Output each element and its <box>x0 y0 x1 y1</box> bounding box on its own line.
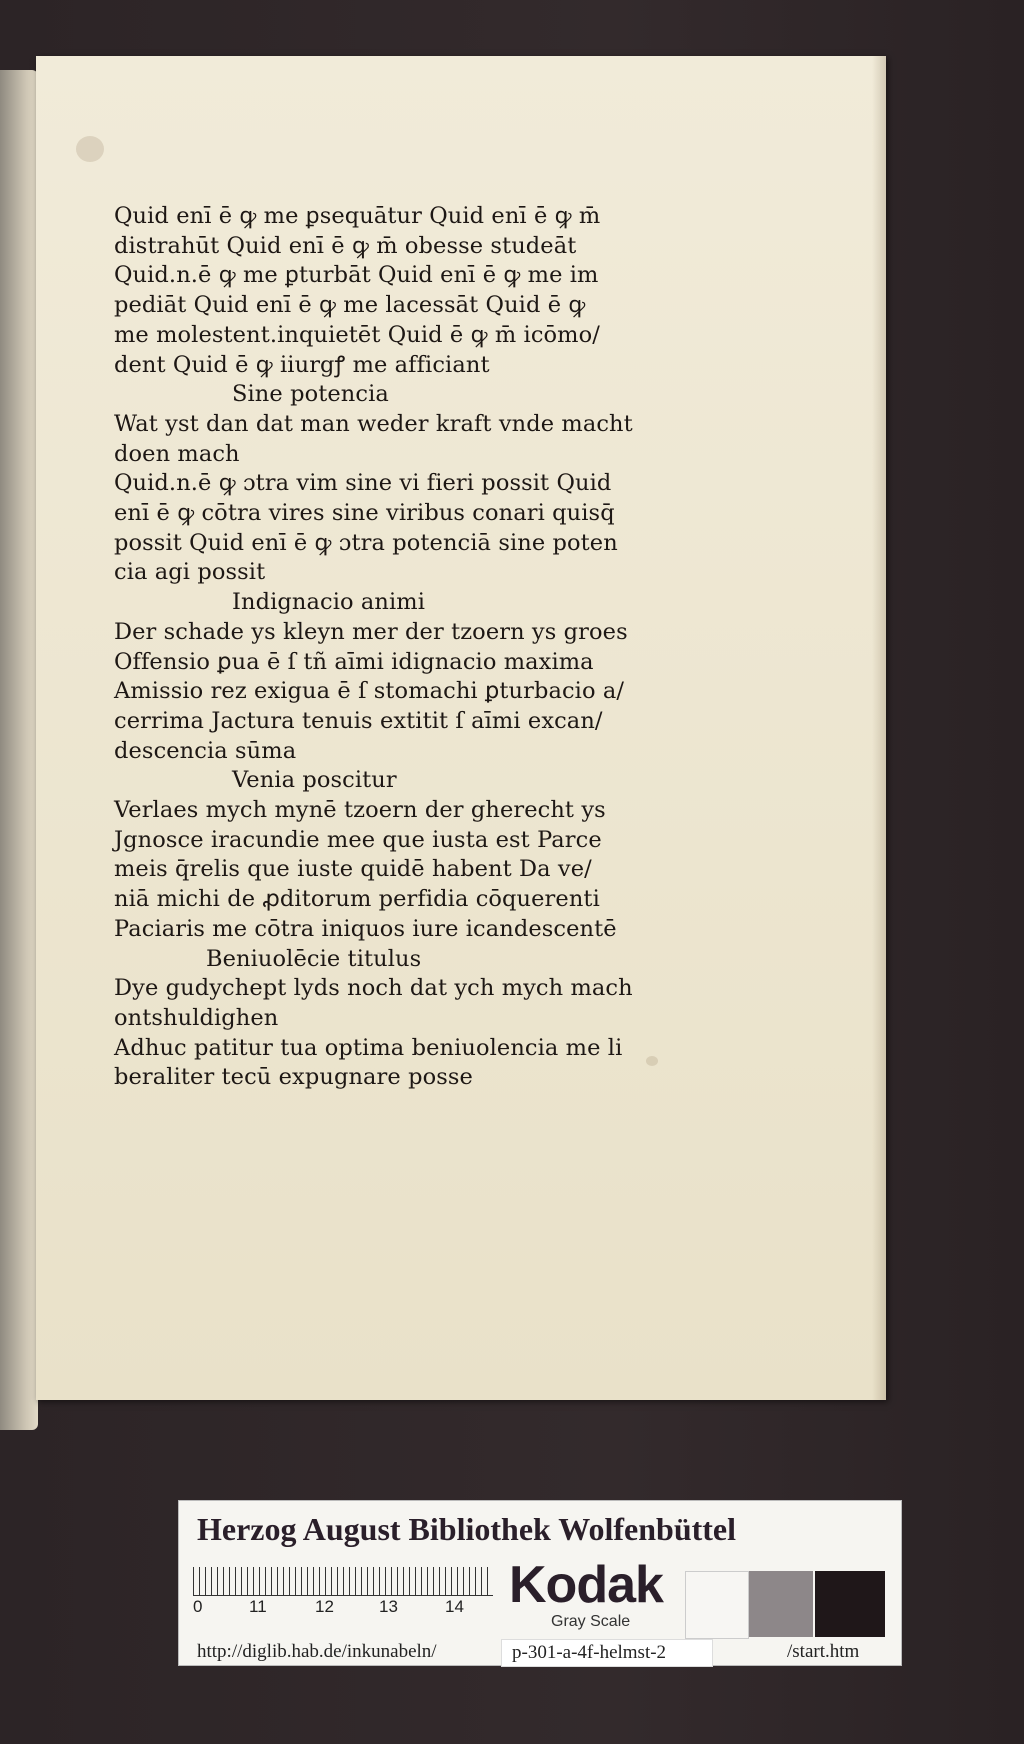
library-title: Herzog August Bibliothek Wolfenbüttel <box>197 1511 737 1547</box>
url-bar <box>179 1639 901 1665</box>
gray-scale-label: Gray Scale <box>551 1613 631 1630</box>
text-block <box>114 202 714 1093</box>
stain <box>76 136 104 162</box>
ruler-ticks <box>193 1567 493 1595</box>
ruler-baseline <box>193 1595 493 1596</box>
text-line: Jgnosce iracundie mee que iusta est Parce <box>114 826 602 853</box>
section-heading: Indignacio animi <box>232 589 426 616</box>
ruler <box>193 1567 493 1616</box>
section-heading: Venia poscitur <box>232 767 397 794</box>
text-line: ontshuldighen <box>114 1004 279 1031</box>
url-id: p-301-a-4f-helmst-2 <box>512 1642 667 1663</box>
text-line: doen mach <box>114 440 240 467</box>
text-line: enī ē ꝙ cōtra vires sine viribus conari quisq̄ <box>114 500 615 527</box>
url-suffix: /start.htm <box>787 1641 860 1662</box>
text-line: descencia sūma <box>114 737 297 764</box>
text-line: cerrima Jactura tenuis extitit ſ aīmi excan/ <box>114 707 603 734</box>
text-line: me molestent.inquietēt Quid ē ꝙ m̄ icōmo/ <box>114 321 600 348</box>
facing-page-edge <box>0 70 38 1430</box>
text-line: distrahūt Quid enī ē ꝙ m̄ obesse studeāt <box>114 232 577 259</box>
ruler-number: 13 <box>379 1597 398 1616</box>
text-line: Dye gudychept lyds noch dat ych mych mach <box>114 975 633 1002</box>
color-calibration-target <box>178 1500 902 1666</box>
text-line: Offensio ꝑua ē ſ tñ aīmi idignacio maxima <box>114 648 594 675</box>
text-line: Amissio rez exigua ē ſ stomachi ꝑturbacio a/ <box>114 678 625 705</box>
text-line: Der schade ys kleyn mer der tzoern ys groes <box>114 618 628 645</box>
text-line: Wat yst dan dat man weder kraft vnde macht <box>114 410 633 437</box>
section-heading: Sine potencia <box>232 381 389 408</box>
text-line: Verlaes mych mynē tzoern der gherecht ys <box>114 797 606 824</box>
url-id-box <box>501 1639 713 1667</box>
ruler-number: 12 <box>315 1597 334 1616</box>
text-line: beraliter tecū expugnare posse <box>114 1064 473 1091</box>
section-heading: Beniuolēcie titulus <box>206 945 422 972</box>
text-line: cia agi possit <box>114 559 266 586</box>
text-line: dent Quid ē ꝙ iiurgꝭ me afficiant <box>114 351 490 378</box>
page-edge-shadow <box>872 56 886 1400</box>
text-line: meis q̄relis que iuste quidē habent Da ve/ <box>114 856 592 883</box>
text-line: Quid.n.ē ꝙ ɔtra vim sine vi fieri possit Quid <box>114 470 612 497</box>
text-line: Adhuc patitur tua optima beniuolencia me li <box>114 1034 623 1061</box>
text-line: possit Quid enī ē ꝙ ɔtra potenciā sine poten <box>114 529 618 556</box>
ruler-number: 14 <box>445 1597 464 1616</box>
book-page <box>36 56 886 1400</box>
gray-swatch <box>749 1571 813 1637</box>
kodak-logo: Kodak <box>509 1556 663 1614</box>
black-swatch <box>815 1571 885 1637</box>
text-line: Quid.n.ē ꝙ me ꝑturbāt Quid enī ē ꝙ me im <box>114 262 599 289</box>
text-line: Paciaris me cōtra iniquos iure icandescentē <box>114 915 617 942</box>
url-prefix: http://diglib.hab.de/inkunabeln/ <box>197 1641 437 1662</box>
white-swatch <box>685 1571 749 1639</box>
ruler-number: 0 <box>193 1597 203 1616</box>
text-line: pediāt Quid enī ē ꝙ me lacessāt Quid ē ꝙ <box>114 292 586 319</box>
ruler-number: 11 <box>249 1597 267 1616</box>
text-line: niā michi de ꝓditorum perfidia cōquerenti <box>114 886 600 913</box>
text-line: Quid enī ē ꝙ me ꝑsequātur Quid enī ē ꝙ m̄ <box>114 203 601 229</box>
